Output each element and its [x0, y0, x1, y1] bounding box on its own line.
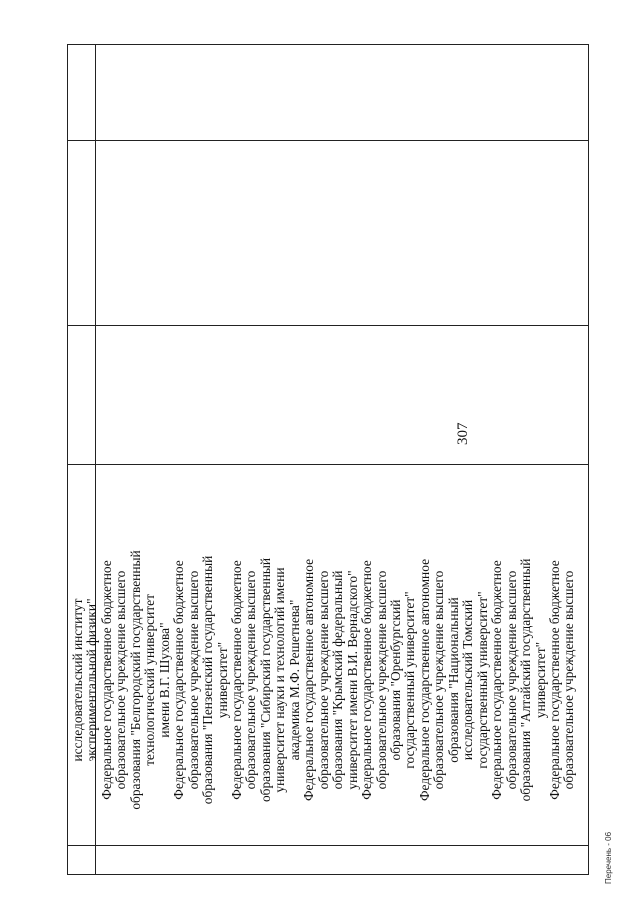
text-line: имени В.Г. Шухова" [156, 622, 172, 738]
text-line: образования "Оренбургский [387, 599, 403, 761]
text-line: Федеральное государственное бюджетное [98, 560, 114, 800]
text-line: экспериментальной физики" [84, 598, 100, 762]
text-line: Федеральное государственное бюджетное [228, 560, 244, 800]
text-line: образования "Национальный [445, 597, 461, 763]
text-line: Федеральное государственное бюджетное [546, 560, 562, 800]
text-line: университет" [532, 641, 548, 719]
text-line: государственный университет" [474, 591, 490, 769]
text-line: образовательное учреждение высшего [561, 570, 577, 790]
text-line: технологический университет [142, 594, 158, 766]
text-line: образовательное учреждение высшего [243, 570, 259, 790]
text-line: образования "Алтайский государственный [518, 558, 534, 802]
text-line: образовательное учреждение высшего [185, 570, 201, 790]
text-line: образования "Пензенский государственный [200, 555, 216, 805]
organization-list [71, 490, 577, 870]
text-line: Федеральное государственное автономное [416, 558, 432, 802]
page-number: 307 [455, 422, 471, 445]
text-line: образования "Сибирский государственный [257, 557, 273, 803]
footer-label: Перечень - 06 [604, 831, 613, 884]
text-line: академика М.Ф. Решетнева" [286, 599, 302, 761]
text-line: образовательное учреждение высшего [431, 570, 447, 790]
text-line: образования "Белгородский государственный [127, 550, 143, 810]
row-divider-upper [67, 325, 589, 326]
text-line: образовательное учреждение высшего [503, 570, 519, 790]
text-line: университет" [214, 641, 230, 719]
text-line: образовательное учреждение высшего [315, 570, 331, 790]
text-line: Федеральное государственное автономное [301, 558, 317, 802]
text-line: Федеральное государственное бюджетное [489, 560, 505, 800]
text-line: государственный университет" [402, 591, 418, 769]
text-line: исследовательский Томский [460, 599, 476, 761]
row-divider-top [67, 140, 589, 141]
text-line: Федеральное государственное бюджетное [171, 560, 187, 800]
text-line: университет науки и технологий имени [272, 567, 288, 793]
text-line: Федеральное государственное бюджетное [359, 560, 375, 800]
row-divider-middle [67, 464, 589, 465]
text-line: исследовательский институт [70, 598, 85, 762]
text-line: образования "Крымский федеральный [330, 570, 346, 790]
text-line: образовательное учреждение высшего [113, 570, 129, 790]
text-line: образовательное учреждение высшего [373, 570, 389, 790]
text-line: университет имени В.И. Вернадского" [344, 570, 360, 790]
